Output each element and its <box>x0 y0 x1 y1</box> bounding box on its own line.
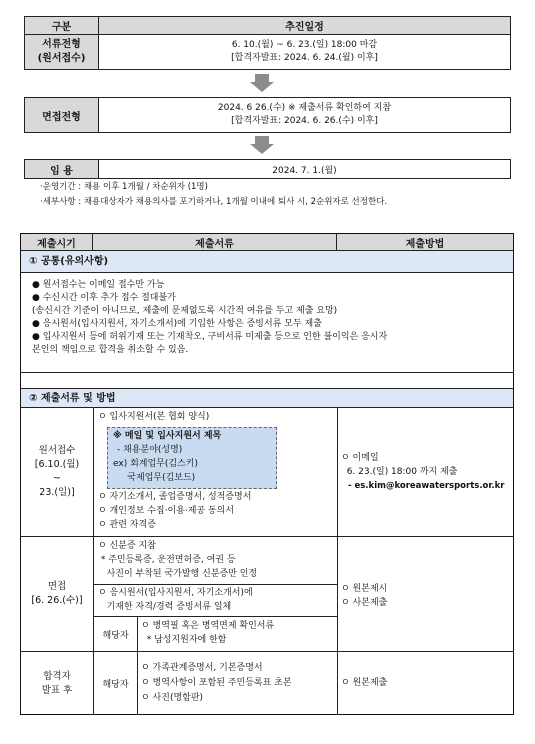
schedule-document-cell <box>98 34 511 70</box>
interview-doc-note: * 주민등록증, 운전면허증, 여권 등 <box>98 555 236 565</box>
interview-method: ㅇ 원본제시 <box>341 584 388 594</box>
common-note: 본인의 책임으로 합격을 취소할 수 있음. <box>32 345 189 355</box>
mail-title-guide-heading: ※ 메일 및 입사지원서 제목 <box>113 431 222 441</box>
application-deadline: 6. 23.(일) 18:00 까지 제출 <box>341 467 458 477</box>
section-common-title: ① 공통(유의사항) <box>21 251 513 273</box>
header-method: 제출방법 <box>405 238 445 250</box>
application-doc: ㅇ 개인정보 수집·이용·제공 동의서 <box>98 506 235 516</box>
application-doc: ㅇ 입사지원서(본 협회 양식) <box>98 412 210 422</box>
application-method: ㅇ 이메일 <box>341 453 379 463</box>
application-doc: ㅇ 관련 자격증 <box>98 520 156 530</box>
interview-doc: ㅇ 신분증 지참 <box>98 541 156 551</box>
final-applicable-label: 해당자 <box>94 652 138 715</box>
common-note: ● 원서접수는 이메일 접수만 가능 <box>32 280 165 290</box>
mail-title-guide-box <box>107 427 277 489</box>
interview-doc-note: * 남성지원자에 한함 <box>141 635 227 645</box>
interview-method: ㅇ 사본제출 <box>341 598 388 608</box>
row-application-time: 원서접수 [6.10.(월) ~ 23.(일)] <box>34 445 80 498</box>
divider <box>21 536 513 537</box>
arrow-1-bar <box>255 74 269 82</box>
interview-announce: [합격자발표: 2024. 6. 26.(수) 이후] <box>231 116 378 126</box>
divider <box>21 372 513 373</box>
note-period: ·운영기간 : 채용 이후 1개월 / 차순위자 (1명) <box>40 182 208 192</box>
application-doc: ㅇ 자기소개서, 졸업증명서, 성적증명서 <box>98 492 252 502</box>
arrow-down-icon <box>250 144 274 154</box>
schedule-appoint-date: 2024. 7. 1.(월) <box>98 159 511 179</box>
header-docs: 제출서류 <box>93 234 337 250</box>
mail-title-guide-line: ex) 회계업무(김스키) <box>113 459 198 469</box>
document-announce: [합격자발표: 2024. 6. 24.(월) 이후] <box>231 53 378 63</box>
interview-date: 2024. 6 26.(수) ※ 제출서류 확인하여 지참 <box>217 103 392 113</box>
arrow-down-icon <box>250 82 274 92</box>
schedule-stage-document: 서류전형 (원서접수) <box>24 34 99 70</box>
divider <box>337 408 338 715</box>
schedule-stage-appoint: 임 용 <box>24 159 99 179</box>
arrow-2-bar <box>255 136 269 144</box>
final-doc: ㅇ 가족관계증명서, 기본증명서 <box>141 663 263 673</box>
common-note: (송신시간 기준이 아니므로, 제출에 문제없도록 시간적 여유를 두고 제출 요망) <box>32 306 338 316</box>
common-note: ● 입사지원서 등에 허위기재 또는 기재착오, 구비서류 미제출 등으로 인한 불이익은 응시자 <box>32 332 388 342</box>
schedule-stage-interview: 면접전형 <box>24 97 99 133</box>
interview-doc: ㅇ 응시원서(입사지원서, 자기소개서)에 <box>98 588 253 598</box>
schedule-header-plan: 추진일정 <box>98 16 511 35</box>
final-doc: ㅇ 사진(명함판) <box>141 693 204 703</box>
mail-title-guide-line: - 채용분야(성명) <box>117 445 183 455</box>
document-period: 6. 10.(월) ~ 6. 23.(일) 18:00 마감 <box>231 40 378 50</box>
application-email-link[interactable]: - es.kim@koreawatersports.or.kr <box>348 481 505 491</box>
common-note: ● 수신시간 이후 추가 접수 절대불가 <box>32 293 176 303</box>
mail-title-guide-line: 국제업무(김보드) <box>113 473 196 483</box>
row-final-time: 합격자 발표 후 <box>41 670 73 696</box>
interview-doc-note: 기재한 자격/경력 증빙서류 일체 <box>98 602 232 612</box>
final-doc: ㅇ 병역사항이 포함된 주민등록표 초본 <box>141 678 292 688</box>
common-note: ● 응시원서(입사지원서, 자기소개서)에 기입한 사항은 증빙서류 모두 제출 <box>32 319 322 329</box>
divider <box>94 584 337 585</box>
common-notes-list <box>32 279 510 357</box>
note-detail: ·세부사항 : 채용대상자가 채용의사를 포기하거나, 1개월 이내에 퇴사 시, 2순위자로 선정한다. <box>40 197 388 207</box>
interview-doc-note: 사진이 부착된 국가발행 신분증만 인정 <box>98 569 258 579</box>
interview-applicable-label: 해당자 <box>94 617 138 651</box>
header-time: 제출시기 <box>21 234 93 250</box>
interview-doc: ㅇ 병역필 혹은 병역면제 확인서류 <box>141 621 275 631</box>
schedule-header-stage: 구분 <box>24 16 99 35</box>
row-interview-time: 면접 [6. 26.(수)] <box>31 581 83 606</box>
section-docs-title: ② 제출서류 및 방법 <box>21 388 513 408</box>
schedule-interview-cell <box>98 97 511 133</box>
final-method: ㅇ 원본제출 <box>341 678 388 688</box>
